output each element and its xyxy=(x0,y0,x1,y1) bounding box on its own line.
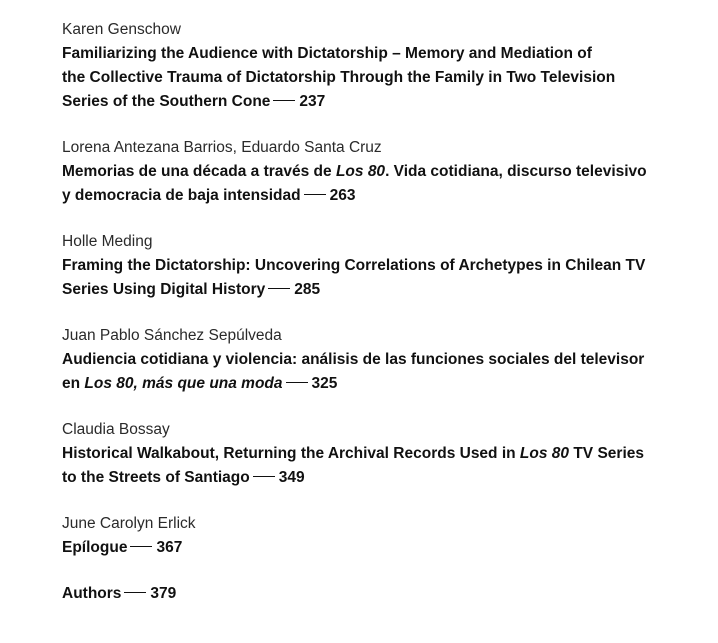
toc-author: Lorena Antezana Barrios, Eduardo Santa Cruz xyxy=(62,139,382,156)
toc-title-italic: Los 80 xyxy=(335,163,386,180)
toc-entry-bossay xyxy=(62,418,682,490)
toc-author: June Carolyn Erlick xyxy=(62,515,196,532)
toc-entry-meding xyxy=(62,230,682,302)
toc-chapter-title[interactable] xyxy=(62,254,682,302)
toc-page-number: 237 xyxy=(299,93,326,110)
toc-chapter-title[interactable] xyxy=(62,442,682,490)
toc-page-number: 285 xyxy=(294,281,321,298)
toc-entry-erlick xyxy=(62,512,682,560)
toc-title-text: Memorias de una década a través de xyxy=(62,163,336,180)
leader-dash xyxy=(273,100,295,101)
leader-dash xyxy=(304,194,326,195)
toc-title-italic: Los 80, más que una moda xyxy=(84,375,283,392)
toc-author: Karen Genschow xyxy=(62,21,181,38)
toc-page-number: 367 xyxy=(156,539,183,556)
toc-author: Claudia Bossay xyxy=(62,421,170,438)
toc-page-number: 349 xyxy=(278,469,305,486)
toc-title-text: Authors xyxy=(62,585,122,602)
toc-author: Holle Meding xyxy=(62,233,153,250)
toc-entry-authors xyxy=(62,582,682,606)
toc-entry-genschow xyxy=(62,18,682,114)
leader-dash xyxy=(253,476,275,477)
toc-chapter-title[interactable] xyxy=(62,582,682,606)
toc-title-text: TV Series xyxy=(569,445,644,462)
toc-title-text: to the Streets of Santiago xyxy=(62,469,250,486)
toc-entry-sanchez-sepulveda xyxy=(62,324,682,396)
leader-dash xyxy=(286,382,308,383)
toc-title-line: Series of the Southern Cone xyxy=(62,93,271,110)
toc-title-text: en xyxy=(62,375,85,392)
toc-chapter-title[interactable] xyxy=(62,160,682,208)
leader-dash xyxy=(268,288,290,289)
toc-title-text: Epílogue xyxy=(62,539,128,556)
toc-entry-antezana-santa-cruz xyxy=(62,136,682,208)
toc-chapter-title[interactable] xyxy=(62,536,682,560)
toc-title-text: y democracia de baja intensidad xyxy=(62,187,301,204)
toc-title-text: Historical Walkabout, Returning the Archival Records Used in xyxy=(62,445,520,462)
toc-title-text: Audiencia cotidiana y violencia: análisis de las funciones sociales del televisor xyxy=(62,351,645,368)
toc-title-italic: Los 80 xyxy=(519,445,570,462)
toc-page-number: 263 xyxy=(329,187,356,204)
toc-title-line: Familiarizing the Audience with Dictatorship – Memory and Mediation of xyxy=(62,45,592,62)
toc-title-text: Framing the Dictatorship: Uncovering Correlations of Archetypes in Chilean TV xyxy=(62,257,646,274)
toc-title-text: Series Using Digital History xyxy=(62,281,266,298)
toc-chapter-title[interactable] xyxy=(62,42,682,114)
toc-chapter-title[interactable] xyxy=(62,348,682,396)
table-of-contents xyxy=(62,18,682,628)
toc-author: Juan Pablo Sánchez Sepúlveda xyxy=(62,327,282,344)
toc-page-number: 379 xyxy=(150,585,177,602)
leader-dash xyxy=(130,546,152,547)
toc-title-text: . Vida cotidiana, discurso televisivo xyxy=(385,163,647,180)
leader-dash xyxy=(124,592,146,593)
toc-page-number: 325 xyxy=(311,375,338,392)
toc-title-line: the Collective Trauma of Dictatorship Through the Family in Two Television xyxy=(62,69,616,86)
